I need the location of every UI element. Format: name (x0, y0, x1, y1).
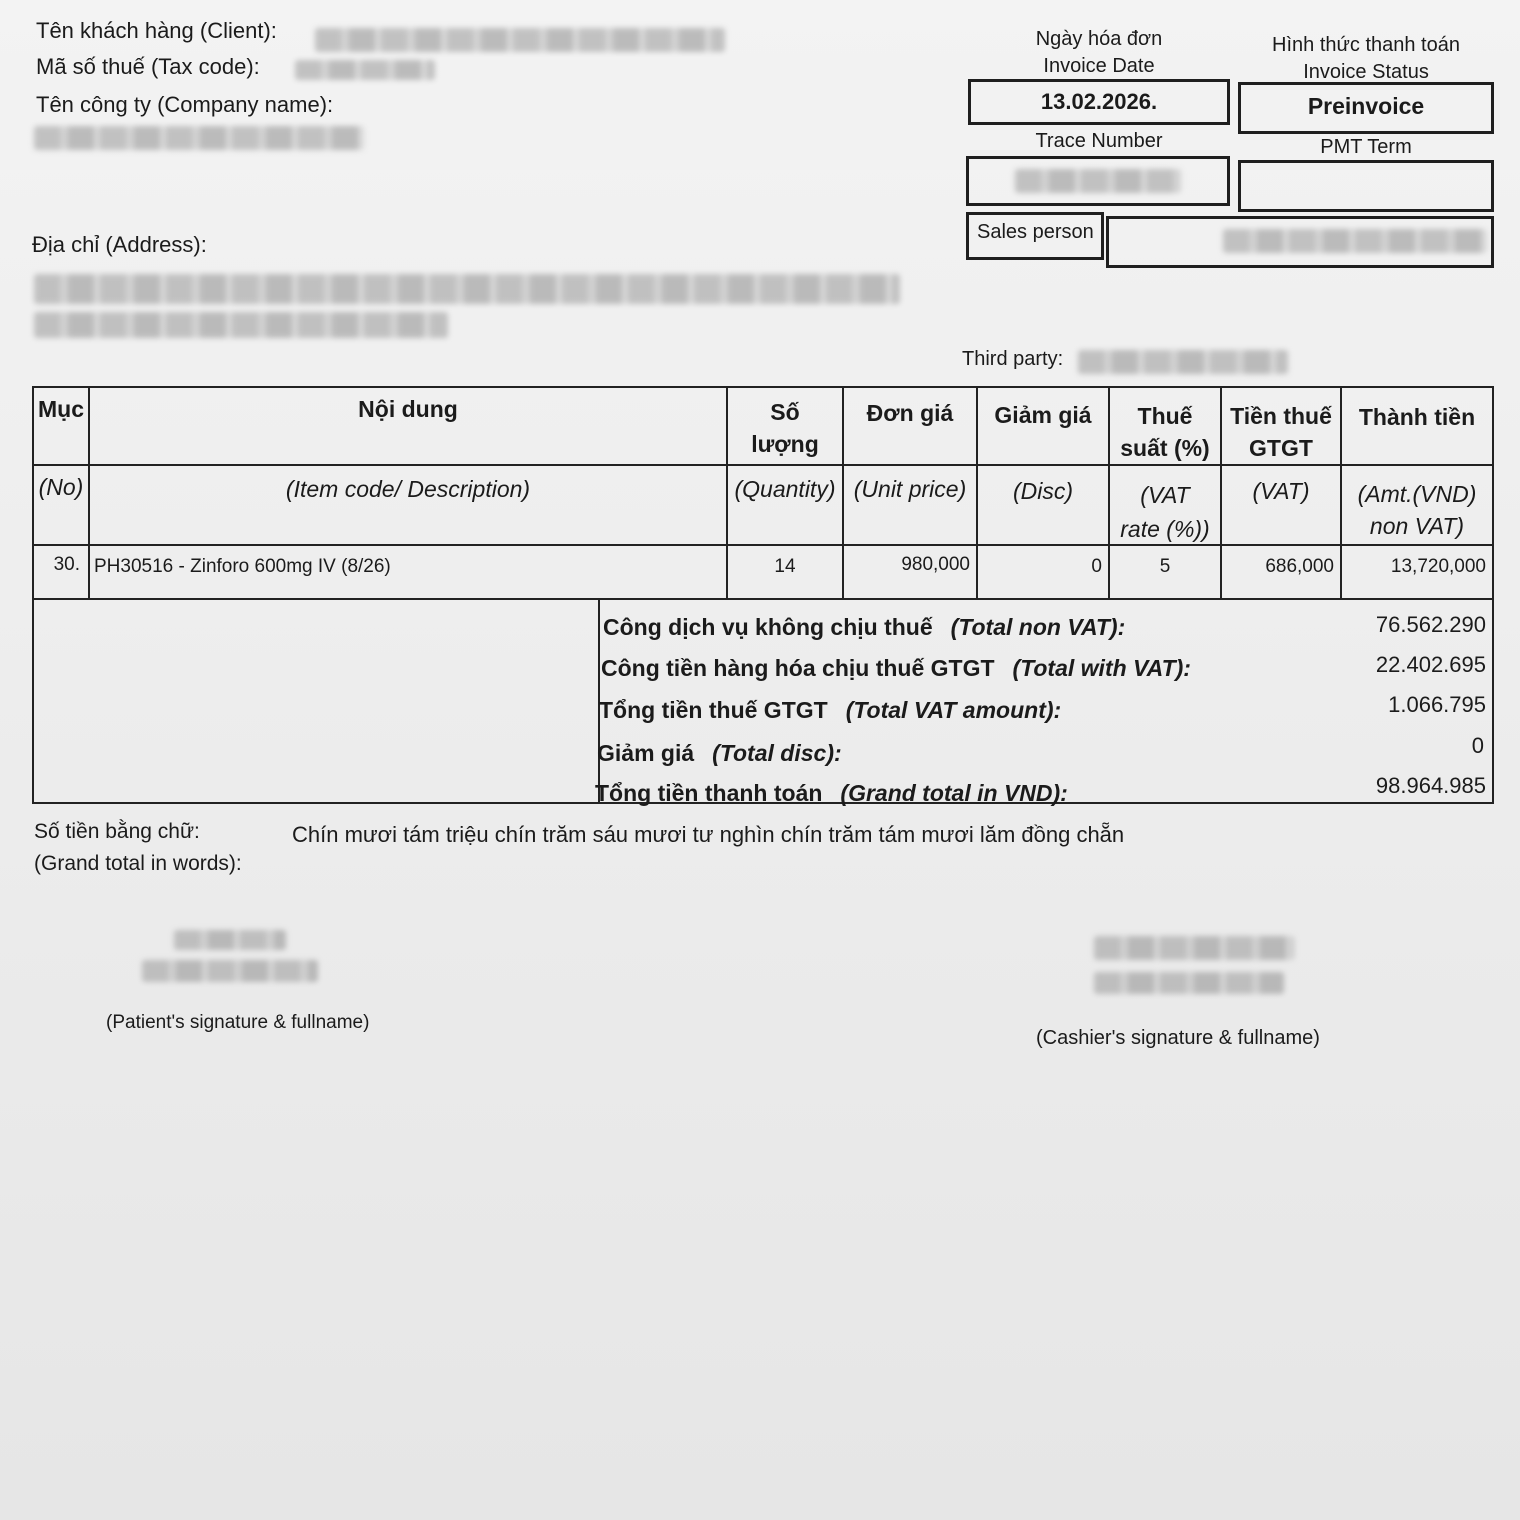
subheader-discount: (Disc) (1012, 478, 1074, 504)
header-vat-rate: Thuế suất (%) (1120, 403, 1210, 461)
client-label: Tên khách hàng (Client): (36, 18, 277, 43)
patient-signature-label: (Patient's signature & fullname) (106, 1012, 370, 1033)
third-party-redacted (1078, 350, 1288, 374)
pmt-term-field (1238, 160, 1494, 212)
grand-total-label: Tổng tiền thanh toán (Grand total in VND): (595, 780, 1068, 806)
address-line1-redacted (34, 274, 900, 304)
row-description: PH30516 - Zinforo 600mg IV (8/26) (94, 556, 391, 577)
header-no: Mục (38, 396, 84, 422)
total-with-vat-value: 22.402.695 (1375, 652, 1486, 677)
row-quantity: 14 (774, 556, 796, 577)
subheader-description: (Item code/ Description) (285, 476, 531, 502)
subheader-unit-price: (Unit price) (853, 476, 967, 502)
header-unit-price: Đơn giá (866, 400, 954, 426)
header-discount: Giảm giá (994, 402, 1092, 428)
total-discount-value: 0 (1471, 733, 1484, 758)
sales-person-label: Sales person (966, 212, 1104, 260)
subheader-no: (No) (38, 474, 84, 500)
row-discount: 0 (1091, 556, 1102, 577)
total-with-vat-label: Công tiền hàng hóa chịu thuế GTGT (Total with VAT): (601, 655, 1191, 681)
trace-number-redacted (1015, 169, 1181, 193)
sales-person-field (1106, 216, 1494, 268)
tax-code-label: Mã số thuế (Tax code): (36, 54, 260, 79)
amount-in-words-label: Số tiền bằng chữ: (Grand total in words): (34, 820, 242, 875)
total-non-vat-value: 76.562.290 (1375, 612, 1486, 637)
items-table (32, 386, 1494, 600)
trace-number-field (966, 156, 1230, 206)
row-amount: 13,720,000 (1390, 556, 1486, 577)
header-quantity: Số lượng (751, 399, 819, 457)
total-vat-amount-label: Tổng tiền thuế GTGT (Total VAT amount): (599, 697, 1062, 723)
tax-code-redacted (295, 60, 435, 80)
patient-name-redacted (142, 960, 318, 982)
row-divider (34, 544, 1492, 546)
invoice-date-label: Ngày hóa đơn Invoice Date (1035, 28, 1163, 77)
cashier-name-redacted (1094, 972, 1284, 994)
client-value-redacted (315, 28, 725, 52)
subheader-vat: (VAT) (1252, 478, 1310, 504)
invoice-status-field: Preinvoice (1238, 82, 1494, 134)
total-vat-amount-value: 1.066.795 (1388, 692, 1486, 717)
invoice-date-field: 13.02.2026. (968, 79, 1230, 125)
amount-in-words: Chín mươi tám triệu chín trăm sáu mươi tư nghìn chín trăm tám mươi lăm đồng chẵn (292, 822, 1125, 847)
trace-number-label: Trace Number (1035, 130, 1163, 152)
row-vat-rate: 5 (1159, 556, 1171, 577)
grand-total-value: 98.964.985 (1375, 773, 1486, 798)
invoice-status-label: Hình thức thanh toán Invoice Status (1272, 34, 1460, 83)
address-label: Địa chỉ (Address): (32, 232, 207, 257)
address-line2-redacted (34, 312, 448, 338)
header-amount: Thành tiền (1358, 404, 1476, 430)
header-vat: Tiền thuế GTGT (1230, 403, 1332, 461)
row-vat: 686,000 (1265, 556, 1334, 577)
company-label: Tên công ty (Company name): (36, 92, 334, 117)
total-non-vat-label: Công dịch vụ không chịu thuế (Total non VAT): (603, 614, 1126, 640)
header-description: Nội dung (358, 396, 458, 422)
company-redacted (34, 126, 364, 150)
subheader-quantity: (Quantity) (734, 476, 836, 502)
cashier-name-redacted (1094, 936, 1294, 960)
third-party-label: Third party: (962, 348, 1064, 370)
total-discount-label: Giảm giá (Total disc): (597, 740, 842, 766)
header-divider (34, 464, 1492, 466)
subheader-vat-rate: (VAT rate (%)) (1120, 482, 1210, 542)
patient-name-redacted (174, 930, 286, 950)
pmt-term-label: PMT Term (1320, 136, 1412, 158)
row-unit-price: 980,000 (901, 554, 970, 575)
sales-person-redacted (1223, 229, 1487, 253)
subheader-amount: (Amt.(VND) non VAT) (1357, 481, 1477, 539)
cashier-signature-label: (Cashier's signature & fullname) (1036, 1027, 1320, 1049)
row-no: 30. (53, 554, 80, 575)
